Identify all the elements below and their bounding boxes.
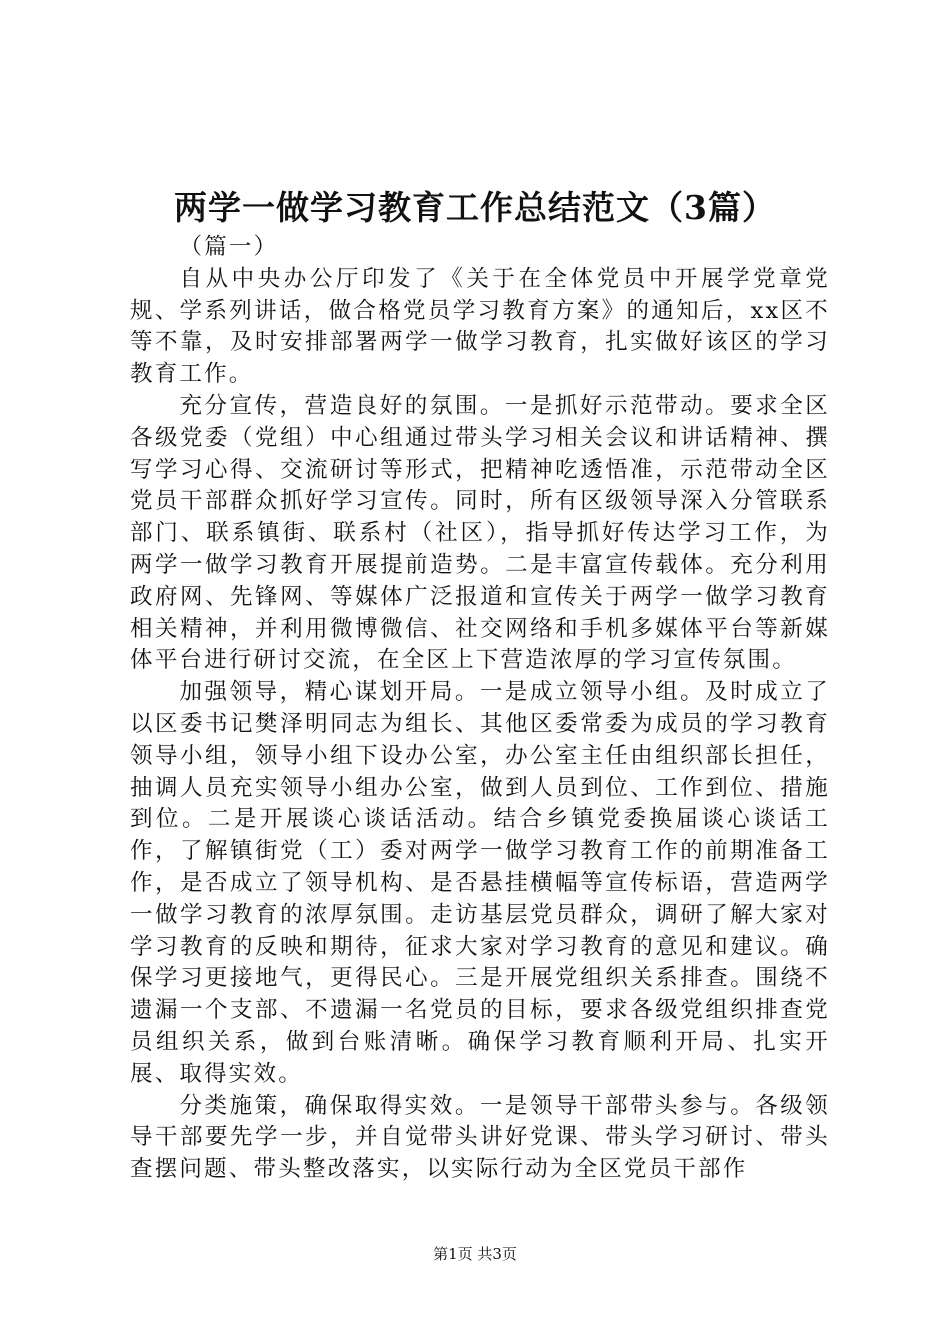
document-title: 两学一做学习教育工作总结范文（3篇） (174, 188, 776, 227)
section-label: （篇一） (179, 234, 279, 260)
paragraph-2: 充分宣传，营造良好的氛围。一是抓好示范带动。要求全区各级党委（党组）中心组通过带头学习相关会议和讲话精神、撰写学习心得、交流研讨等形式，把精神吃透悟准，示范带动全区党员干部群众抓好学习宣传。同时，所有区级领导深入分管联系部门、联系镇街、联系村（社区），指导抓好传达学习工作，为两学一做学习教育开展提前造势。二是丰富宣传载体。充分利用政府网、先锋网、等媒体广泛报道和宣传关于两学一做学习教育相关精神，并利用微博微信、社交网络和手机多媒体平台等新媒体平台进行研讨交流，在全区上下营造浓厚的学习宣传氛围。 (130, 392, 830, 674)
paragraph-4: 分类施策，确保取得实效。一是领导干部带头参与。各级领导干部要先学一步，并自觉带头讲好党课、带头学习研讨、带头查摆问题、带头整改落实，以实际行动为全区党员干部作 (130, 1092, 830, 1183)
document-body (130, 232, 830, 1186)
page-footer: 第1页 共3页 (433, 1245, 517, 1263)
paragraph-3: 加强领导，精心谋划开局。一是成立领导小组。及时成立了以区委书记樊泽明同志为组长、其他区委常委为成员的学习教育领导小组，领导小组下设办公室，办公室主任由组织部长担任，抽调人员充实领导小组办公室，做到人员到位、工作到位、措施到位。二是开展谈心谈话活动。结合乡镇党委换届谈心谈话工作，了解镇街党（工）委对两学一做学习教育工作的前期准备工作，是否成立了领导机构、是否悬挂横幅等宣传标语，营造两学一做学习教育的浓厚氛围。走访基层党员群众，调研了解大家对学习教育的反映和期待，征求大家对学习教育的意见和建议。确保学习更接地气，更得民心。三是开展党组织关系排查。围绕不遗漏一个支部、不遗漏一名党员的目标，要求各级党组织排查党员组织关系，做到台账清晰。确保学习教育顺利开局、扎实开展、取得实效。 (130, 679, 830, 1087)
paragraph-1: 自从中央办公厅印发了《关于在全体党员中开展学党章党规、学系列讲话，做合格党员学习教育方案》的通知后，xx区不等不靠，及时安排部署两学一做学习教育，扎实做好该区的学习教育工作。 (130, 265, 830, 388)
